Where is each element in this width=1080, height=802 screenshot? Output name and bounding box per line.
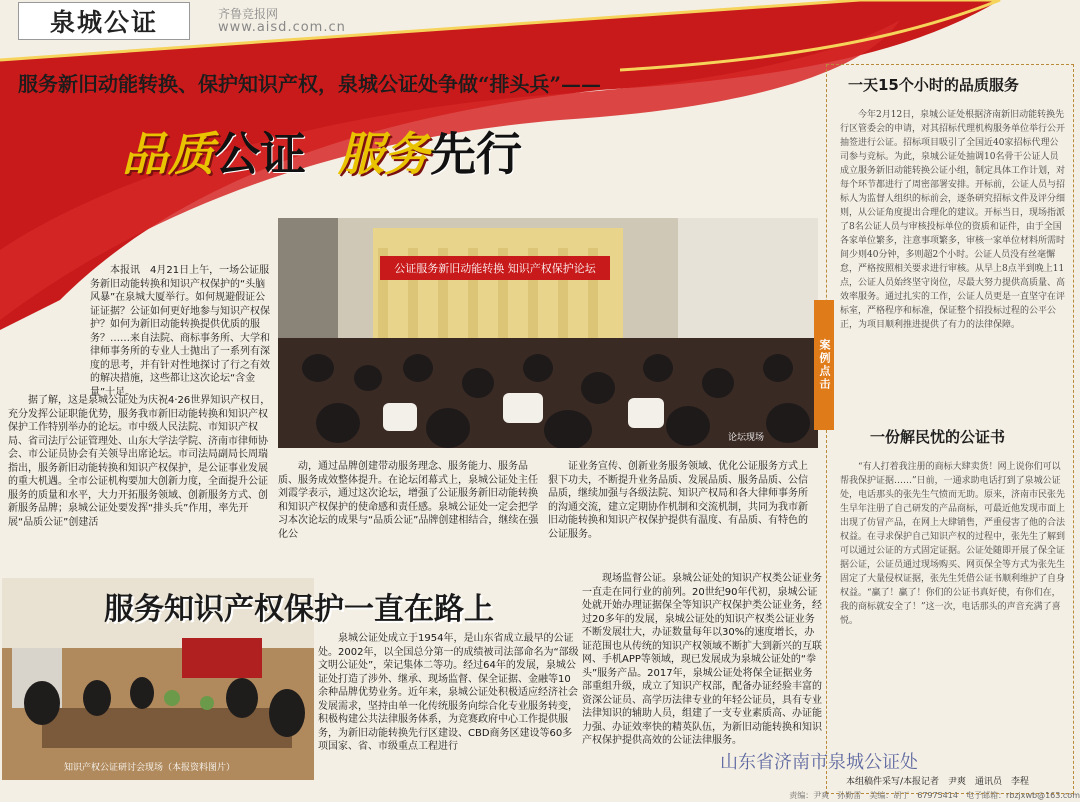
body-paragraph: 证业务宣传、创新业务服务领域、优化公证服务方式上狠下功夫，不断提升业务品质、发展品质、服务品质、公信品质，继续加强与各级法院、知识产权局和各大律师事务所的沟通交流，建立定期协作机制和交流机制，共同为我市新旧动能转换和知识产权保护提供有温度、有品质、有特色的公证服务。 bbox=[548, 461, 808, 540]
photo2-caption: 知识产权公证研讨会现场（本报资料图片） bbox=[64, 763, 236, 773]
article-body-left bbox=[8, 394, 273, 529]
sidebar-heading-2: 一份解民忧的公证书 bbox=[870, 428, 1006, 446]
headline-kicker: 服务新旧动能转换、保护知识产权，泉城公证处争做“排头兵”—— bbox=[18, 72, 602, 96]
sidebar-text-2 bbox=[840, 460, 1065, 628]
article-lead bbox=[90, 264, 275, 399]
forum-banner: 公证服务新旧动能转换 知识产权保护论坛 bbox=[380, 256, 610, 280]
page-footer: 责编：尹爽 孙勤雷 美编：胡丁 67975414 电子邮箱：rbzjxwb@163.com bbox=[789, 791, 1080, 800]
headline-part-2: 公证 bbox=[214, 127, 306, 181]
case-tag: 案例点击 bbox=[814, 300, 834, 430]
sidebar-paragraph: “有人打着我注册的商标大肆卖货！网上说你们可以帮我保护证据……”日前，一通求助电话打到了泉城公证处，电话那头的张先生气愤而无助。原来，济南市民张先生早年注册了自己研发的产品商标，可最近他发现市面上出现了仿冒产品，在网上大肆销售，严重侵害了他的合法权益。在寻求保护自己知识产权的过程中，张先生了解到可以通过公证的方式固定证据。公证处随即开展了保全证据公证，公证员通过现场购买、网页保全等方式为张先生固定了大量侵权证据，张先生凭借公证书顺利维护了自身权益。“赢了！赢了！你们的公证书真好使，有你们在，我的商标就安全了！”这一次，电话那头的声音充满了喜悦。 bbox=[840, 462, 1066, 626]
section-title-box bbox=[18, 2, 190, 40]
section-title: 泉城公证 bbox=[49, 8, 158, 37]
headline-part-1: 品质 bbox=[122, 127, 214, 181]
wechat-watermark: 山东省济南市泉城公证处 bbox=[720, 752, 918, 773]
byline-credit: 本组稿件采写/本报记者 尹爽 通讯员 李程 bbox=[846, 777, 1030, 787]
photo-caption: 论坛现场 bbox=[728, 433, 765, 443]
page-header bbox=[0, 0, 1080, 42]
headline-part-4: 先行 bbox=[430, 127, 523, 181]
article-second-title: 服务知识产权保护一直在路上 bbox=[104, 592, 494, 627]
body-paragraph: 动，通过品牌创建带动服务理念、服务能力、服务品质、服务成效整体提升。在论坛闭幕式上，泉城公证处主任刘霞学表示，通过这次论坛，增强了公证服务新旧动能转换和知识产权保护的使命感和责任感。泉城公证处一定会把学习本次论坛的成果与“品质公证”品牌创建相结合，继续在强化公 bbox=[278, 461, 539, 540]
forum-photo bbox=[278, 218, 818, 448]
main-headline bbox=[122, 118, 522, 184]
body-paragraph: 据了解，这是泉城公证处为庆祝4·26世界知识产权日，充分发挥公证职能优势，服务我市新旧动能转换和知识产权保护工作特别举办的论坛。市中级人民法院、市知识产权局、省司法厅公证管理处、山东大学法学院、济南市律师协会、市公证员协会有关领导出席论坛。市司法局副局长周瑞指出，服务新旧动能转换和知识产权保护，是公证事业发展的重大机遇。全市公证机构要加大创新力度，全面提升公证服务的质量和水平，大力开拓服务领域、创新服务方式、创新服务品牌；泉城公证处要发挥“排头兵”作用，率先开展“品质公证”创建活 bbox=[8, 395, 271, 528]
article-column-1 bbox=[278, 460, 540, 541]
article-second-column-1 bbox=[318, 632, 580, 754]
body-paragraph: 现场监督公证。泉城公证处的知识产权类公证业务一直走在同行业的前列。20世纪90年代初，泉城公证处就开始办理证据保全等知识产权保护类公证业务，经过20多年的发展，泉城公证处的知识产权类公证业务不断发展壮大，办证数量每年以30%的速度增长，办证范围也从传统的知识产权领域不断扩大到新兴的互联网、手机APP等领域，现已发展成为泉城公证处的“拳头”服务产品。2017年，泉城公证处将保全证据业务部重组升级，成立了知识产权部，配备办证经验丰富的资深公证员、高学历法律专业的年轻公证员，具有专业法律知识的辅助人员，组建了一支专业素质高、办证能力强、办证效率快的精英队伍，为新旧动能转换和知识产权保护提供高效的公证法律服务。 bbox=[582, 573, 822, 746]
headline-part-3: 服务 bbox=[338, 127, 431, 181]
sidebar-heading-1: 一天15个小时的品质服务 bbox=[848, 76, 1019, 94]
site-name: 齐鲁竞报网 bbox=[218, 7, 279, 21]
sidebar-text-1 bbox=[840, 108, 1065, 332]
sidebar-paragraph: 今年2月12日，泉城公证处根据济南新旧动能转换先行区管委会的申请，对其招标代理机构服务单位举行公开抽签进行公证。招标项目吸引了全国近40家招标代理公司参与竞标。为此，泉城公证处抽调10名骨干公证人员成立服务新旧动能转换公证小组，制定具体工作计划，对每个环节都进行了周密部署安排。开标前，公证人员与招标人为监督人组织的标前会，逐条研究招标文件及评分细则，从公证角度提出合理化的建议。开标当日，现场指派了8名公证人员与审核投标单位的资质和证件，由于全国各家单位繁多，注意事项繁多，审核一家单位材料所需时间少则40分钟，多则超2个小时。公证人员没有丝毫懈怠，严格按照相关要求进行审核。从早上8点半到晚上11点，公证人员始终坚守岗位，尽最大努力提供高质量、高效率服务。通过扎实的工作，公证人员更是一直坚守在评标室，严格程序和标准，保证整个招投标过程的公平公正，为项目顺利推进提供了有力的法律保障。 bbox=[840, 110, 1066, 330]
body-paragraph: 泉城公证处成立于1954年，是山东省成立最早的公证处。2002年，以全国总分第一的成绩被司法部命名为“部级文明公证处”，荣记集体二等功。经过64年的发展，泉城公证处打造了涉外、继承、现场监督、保全证据、金融等10余种品牌优势业务。近年来，泉城公证处积极适应经济社会发展需求，坚持由单一化传统服务向综合化专业服务转变，积极构建公共法律服务体系，为竞赛政府中心工作提供服务，为新旧动能转换先行区建设、CBD商务区建设等60多项国家、省、市级重点工程进行 bbox=[318, 633, 579, 752]
site-url: www.aisd.com.cn bbox=[218, 20, 346, 35]
lead-paragraph: 本报讯 4月21日上午，一场公证服务新旧动能转换和知识产权保护的“头脑风暴”在泉城大厦举行。如何规避假证公证证据？公证如何更好地参与知识产权保护？如何为新旧动能转换提供优质的服务？……来自法院、商标事务所、大学和律师事务所的专业人士抛出了一系列有深度的思考，并有针对性地探讨了行之有效的解决措施，这些都让这次论坛“含金量”十足。 bbox=[90, 265, 270, 398]
article-second-column-2 bbox=[582, 572, 822, 748]
article-column-2 bbox=[548, 460, 813, 541]
forum-scene-illustration bbox=[278, 218, 818, 448]
